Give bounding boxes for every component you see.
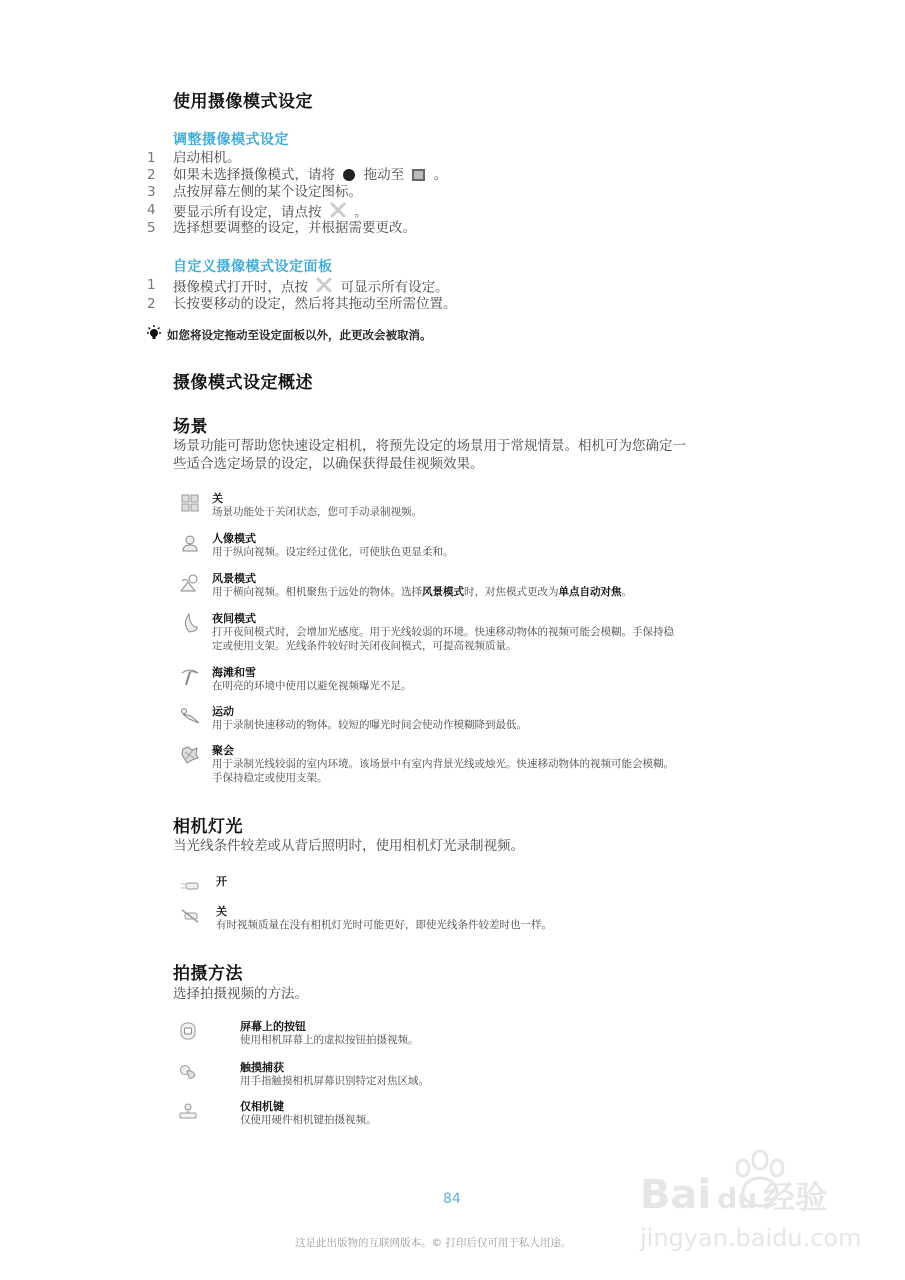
- step-text: 要显示所有设定，请点按: [173, 204, 322, 221]
- step-number: 5: [147, 220, 156, 236]
- beach-snow-icon: [178, 666, 202, 688]
- watermark-brand: Bai du 经验: [640, 1172, 828, 1218]
- step-text: 选择想要调整的设定，并根据需要更改。: [173, 220, 416, 236]
- step-number: 1: [147, 277, 156, 293]
- light-option-title: 开: [216, 875, 227, 888]
- step-number: 3: [147, 184, 156, 200]
- scene-item-off: [178, 492, 422, 519]
- scene-desc: 用于录制光线较弱的室内环境。该场景中有室内背景光线或烛光。快速移动物体的视频可能会模糊。: [212, 758, 674, 770]
- capture-option-desc: 仅使用硬件相机键拍摄视频。: [240, 1114, 377, 1126]
- step-text: 。: [354, 204, 368, 221]
- party-icon: [178, 744, 202, 766]
- capture-item-touch: [176, 1061, 429, 1088]
- step-item: [147, 296, 457, 313]
- video-mode-dot-icon: [343, 169, 355, 181]
- scene-item-night: [178, 612, 674, 653]
- section-title: 使用摄像模式设定: [173, 92, 313, 112]
- light-item-off: [178, 905, 552, 932]
- onscreen-button-icon: [176, 1020, 200, 1042]
- capture-title: 拍摄方法: [173, 964, 243, 984]
- step-item: [147, 167, 447, 184]
- step-text: 。: [433, 167, 448, 183]
- light-option-desc: 有时视频质量在没有相机灯光时可能更好，即使光线条件较差时也一样。: [216, 919, 552, 931]
- light-intro: 当光线条件较差或从背后照明时，使用相机灯光录制视频。: [173, 838, 524, 854]
- portrait-icon: [178, 532, 202, 554]
- scenes-intro: [173, 437, 686, 473]
- step-text: 点按屏幕左侧的某个设定图标。: [173, 184, 362, 200]
- step-text: 摄像模式打开时，点按: [173, 279, 308, 296]
- subsection-title-customize: 自定义摄像模式设定面板: [173, 259, 333, 275]
- grid-off-icon: [178, 492, 202, 514]
- tip-note: [145, 324, 432, 346]
- capture-option-desc: 使用相机屏幕上的虚拟按钮拍摄视频。: [240, 1034, 419, 1046]
- scene-item-portrait: [178, 532, 454, 559]
- capture-option-title: 仅相机键: [240, 1100, 284, 1113]
- scene-desc: 场景功能处于关闭状态，您可手动录制视频。: [212, 506, 422, 518]
- video-camera-icon: [412, 169, 425, 181]
- step-text: 启动相机。: [173, 150, 241, 166]
- step-item: [147, 184, 362, 201]
- scene-title: 风景模式: [212, 572, 256, 585]
- scene-desc: 定或使用支架。光线条件较好时关闭夜间模式，可提高视频质量。: [212, 640, 517, 652]
- scenes-intro-line: 场景功能可帮助您快速设定相机，将预先设定的场景用于常规情景。相机可为您确定一: [173, 438, 686, 454]
- scene-title: 关: [212, 492, 223, 505]
- night-moon-icon: [178, 612, 202, 634]
- step-text: 可显示所有设定。: [340, 279, 449, 296]
- capture-option-title: 触摸捕获: [240, 1061, 284, 1074]
- watermark-url: jingyan.baidu.com: [640, 1224, 862, 1252]
- scene-desc: 手保持稳定或使用支架。: [212, 772, 328, 784]
- scene-desc: 用于纵向视频。设定经过优化，可使肤色更显柔和。: [212, 546, 454, 558]
- subsection-title-adjust: 调整摄像模式设定: [173, 132, 289, 148]
- touch-capture-icon: [176, 1061, 200, 1083]
- scene-title: 运动: [212, 705, 234, 718]
- capture-option-title: 屏幕上的按钮: [240, 1020, 306, 1033]
- camera-key-icon: [176, 1100, 200, 1122]
- scene-item-party: [178, 744, 674, 785]
- step-item: [147, 220, 416, 237]
- settings-tools-icon: [316, 277, 332, 298]
- scene-desc: 在明亮的环境中使用以避免视频曝光不足。: [212, 680, 412, 692]
- step-number: 4: [147, 202, 156, 218]
- scene-title: 人像模式: [212, 532, 256, 545]
- capture-intro: 选择拍摄视频的方法。: [173, 986, 308, 1002]
- capture-option-desc: 用手指触摸相机屏幕识别特定对焦区域。: [240, 1075, 429, 1087]
- page-number: 84: [443, 1191, 461, 1207]
- scenes-intro-line: 些适合选定场景的设定，以确保获得最佳视频效果。: [173, 456, 484, 472]
- scene-title: 夜间模式: [212, 612, 256, 625]
- sports-icon: [178, 705, 202, 727]
- scene-title: 聚会: [212, 744, 234, 757]
- light-option-title: 关: [216, 905, 227, 918]
- flashlight-on-icon: [178, 875, 202, 897]
- capture-item-camera-key: [176, 1100, 377, 1127]
- light-item-on: [178, 875, 227, 897]
- step-text: 如果未选择摄像模式，请将: [173, 167, 335, 183]
- step-text: 长按要移动的设定，然后将其拖动至所需位置。: [173, 296, 457, 312]
- flashlight-off-icon: [178, 905, 202, 927]
- step-number: 2: [147, 296, 156, 312]
- step-text: 拖动至: [363, 167, 405, 183]
- capture-item-onscreen: [176, 1020, 419, 1047]
- scene-desc: 用于横向视频。相机聚焦于远处的物体。选择风景模式时，对焦模式更改为单点自动对焦。: [212, 586, 632, 598]
- section-title: 摄像模式设定概述: [173, 373, 313, 393]
- step-item: [147, 150, 241, 167]
- landscape-icon: [178, 572, 202, 594]
- scene-desc: 用于录制快速移动的物体。较短的曝光时间会使动作模糊降到最低。: [212, 719, 527, 731]
- scene-item-beach-snow: [178, 666, 412, 693]
- scene-item-sports: [178, 705, 527, 732]
- scene-desc: 打开夜间模式时，会增加光感度。用于光线较弱的环境。快速移动物体的视频可能会模糊。手保持稳: [212, 626, 674, 638]
- scene-title: 海滩和雪: [212, 666, 256, 679]
- scene-item-landscape: [178, 572, 632, 599]
- footer-notice: 这是此出版物的互联网版本。© 打印后仅可用于私人用途。: [295, 1237, 572, 1249]
- lightbulb-icon: [145, 324, 167, 346]
- light-title: 相机灯光: [173, 817, 243, 837]
- tip-text: 如您将设定拖动至设定面板以外，此更改会被取消。: [167, 328, 432, 342]
- step-number: 1: [147, 150, 156, 166]
- step-item: [147, 277, 449, 298]
- step-number: 2: [147, 167, 156, 183]
- baidu-watermark: [640, 1148, 860, 1258]
- scenes-title: 场景: [173, 417, 208, 437]
